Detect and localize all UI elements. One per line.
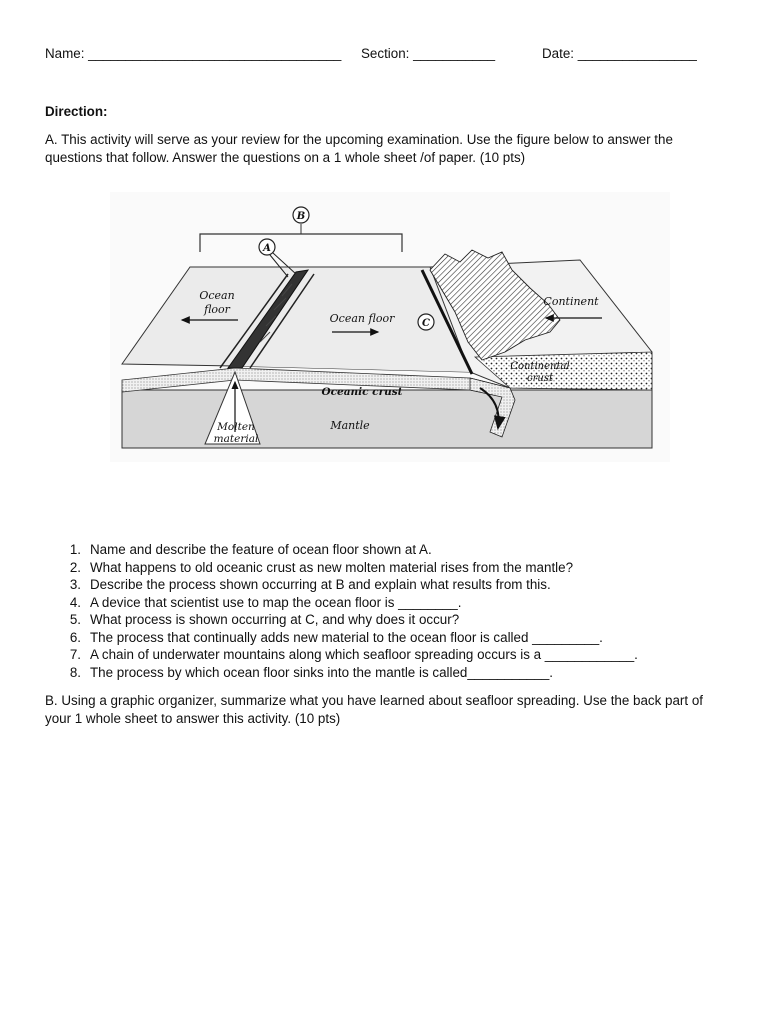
header-fields	[45, 46, 725, 66]
question-text: What happens to old oceanic crust as new molten material rises from the mantle?	[90, 559, 574, 575]
label-c: C	[422, 318, 430, 329]
label-a: A	[263, 243, 271, 254]
question-text: Name and describe the feature of ocean floor shown at A.	[90, 542, 432, 557]
question-item	[45, 611, 725, 629]
ocean-floor-left-label-2: floor	[204, 303, 230, 316]
ocean-floor-center-label: Ocean floor	[329, 312, 395, 325]
question-number: 7.	[69, 647, 81, 662]
molten-label-1: Molten	[217, 421, 255, 433]
question-item	[45, 541, 725, 559]
mantle-layer	[122, 390, 652, 448]
question-item	[45, 559, 725, 577]
question-text: A chain of underwater mountains along which seafloor spreading occurs is a ____________.	[90, 647, 638, 662]
part-a-instructions: A. This activity will serve as your review for the upcoming examination. Use the figure below to answer the questions that follow. Answer the questions on a 1 whole sheet /of paper. (10 pts)	[45, 132, 673, 165]
question-text: A device that scientist use to map the ocean floor is ________.	[90, 594, 462, 610]
question-number: 8.	[69, 664, 81, 680]
question-item	[45, 664, 725, 682]
question-text: What process is shown occurring at C, and why does it occur?	[90, 612, 460, 627]
question-number: 2.	[69, 559, 81, 575]
question-number: 3.	[69, 577, 81, 592]
question-number: 4.	[69, 594, 81, 610]
question-item	[45, 594, 725, 612]
part-b-instructions: B. Using a graphic organizer, summarize what you have learned about seafloor spreading. Use the back part of your 1 whole sheet to answer this activity. (10 pts)	[45, 693, 703, 726]
oceanic-crust-label: Oceanic crust	[321, 386, 403, 398]
question-item	[45, 576, 725, 594]
seafloor-spreading-diagram	[110, 192, 670, 462]
section-field[interactable]: Section: ___________	[361, 46, 496, 61]
continent-label: Continent	[543, 295, 599, 308]
continental-crust-label-1: Continental	[510, 361, 570, 372]
question-text: The process by which ocean floor sinks into the mantle is called___________.	[90, 664, 553, 680]
question-number: 5.	[69, 612, 81, 627]
date-field[interactable]: Date: ________________	[542, 46, 697, 61]
question-number: 6.	[69, 629, 81, 645]
question-text: The process that continually adds new material to the ocean floor is called _________.	[90, 629, 603, 645]
question-text: Describe the process shown occurring at B and explain what results from this.	[90, 577, 551, 592]
label-b: B	[296, 211, 306, 222]
molten-label-2: material	[213, 433, 259, 445]
direction-heading: Direction:	[45, 104, 108, 119]
ocean-floor-left-label-1: Ocean	[199, 289, 235, 302]
question-list	[45, 541, 725, 681]
question-item	[45, 629, 725, 647]
continental-crust-label-2: crust	[527, 373, 553, 384]
question-item	[45, 646, 725, 664]
name-field[interactable]: Name: __________________________________	[45, 46, 342, 61]
mantle-label: Mantle	[330, 419, 370, 432]
question-number: 1.	[69, 542, 81, 557]
